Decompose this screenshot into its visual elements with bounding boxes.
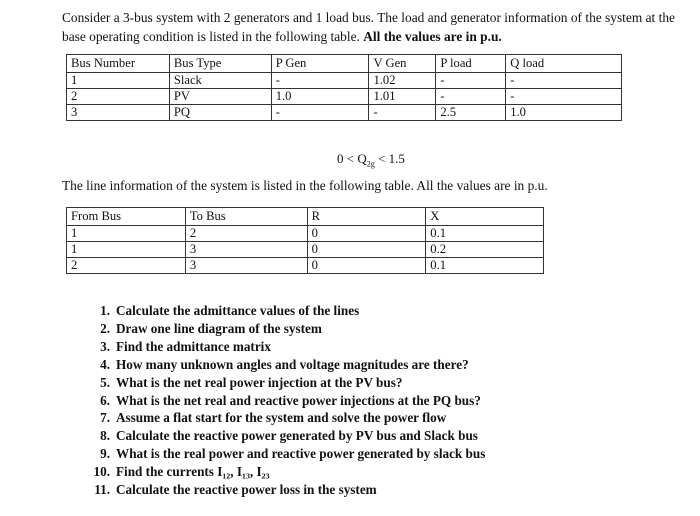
line-table-header: X (426, 208, 544, 226)
q2g-constraint (337, 151, 405, 169)
bus-table-cell: 1 (67, 73, 170, 89)
question-text: Find the currents I₁₂, I₁₃, I₂₃ (116, 464, 270, 480)
bus-table-header: V Gen (369, 55, 436, 73)
question-number: 8. (100, 428, 110, 444)
line-table-cell: 3 (185, 242, 307, 258)
constraint-right: < 1.5 (374, 151, 405, 166)
bus-table-row (67, 105, 622, 121)
bus-table-cell: - (506, 73, 622, 89)
question-text: Find the admittance matrix (116, 338, 271, 354)
question-number: 3. (100, 338, 110, 354)
line-table-cell: 2 (185, 226, 307, 242)
line-table-cell: 3 (185, 258, 307, 274)
bus-table-cell: 1.01 (369, 89, 436, 105)
bus-table-cell: 3 (67, 105, 170, 121)
question-text: Calculate the reactive power generated by PV bus and Slack bus (116, 428, 478, 444)
question-item (79, 356, 485, 374)
question-text: Draw one line diagram of the system (116, 320, 322, 336)
bus-table-cell: 1.0 (506, 105, 622, 121)
line-table-cell: 0.1 (426, 226, 544, 242)
question-number: 4. (100, 356, 110, 372)
line-table-row (67, 226, 544, 242)
line-table-cell: 1 (67, 242, 186, 258)
bus-table-header: P Gen (271, 55, 369, 73)
line-table-cell: 0 (307, 242, 426, 258)
question-item (79, 392, 485, 410)
bus-table-cell: PQ (169, 105, 271, 121)
question-number: 5. (100, 374, 110, 390)
bus-table-cell: 2.5 (436, 105, 506, 121)
question-item (79, 338, 485, 356)
bus-table-cell: - (436, 73, 506, 89)
bus-table-header: Bus Number (67, 55, 170, 73)
intro-text: Consider a 3-bus system with 2 generators and 1 load bus. The load and generator information of the system at the base operating condition is listed in the following table. (62, 10, 675, 44)
intro-bold-note: All the values are in p.u. (363, 29, 502, 44)
question-text: Calculate the admittance values of the lines (116, 303, 360, 318)
question-number: 9. (100, 446, 110, 462)
question-text: Assume a flat start for the system and solve the power flow (116, 410, 447, 426)
bus-table-cell: 1.0 (271, 89, 369, 105)
line-table-cell: 2 (67, 258, 186, 274)
bus-table-cell: 2 (67, 89, 170, 105)
bus-data-table (66, 54, 622, 121)
question-text: How many unknown angles and voltage magnitudes are there? (116, 356, 469, 372)
question-item (79, 374, 485, 392)
line-table-cell: 0 (307, 226, 426, 242)
question-item (79, 481, 485, 499)
question-number: 7. (100, 410, 110, 426)
bus-table-row (67, 73, 622, 89)
bus-table-cell: - (271, 105, 369, 121)
line-table-cell: 0.1 (426, 258, 544, 274)
bus-table-cell: - (271, 73, 369, 89)
question-number: 2. (100, 320, 110, 336)
question-number: 11. (94, 482, 110, 498)
line-table-cell: 1 (67, 226, 186, 242)
bus-table-cell: PV (169, 89, 271, 105)
intro-paragraph (62, 8, 682, 46)
bus-table-row (67, 89, 622, 105)
question-number: 6. (100, 392, 110, 408)
line-intro-text: The line information of the system is listed in the following table. All the values are in p.u. (62, 178, 548, 193)
bus-table-cell: - (369, 105, 436, 121)
question-item (79, 302, 485, 320)
question-item (79, 320, 485, 338)
question-number: 10. (93, 464, 110, 480)
question-text: What is the real power and reactive power generated by slack bus (116, 446, 486, 462)
bus-table-header: P load (436, 55, 506, 73)
line-table-row (67, 258, 544, 274)
constraint-left: 0 < Q (337, 151, 367, 166)
question-item (79, 445, 485, 463)
bus-table-cell: Slack (169, 73, 271, 89)
line-table-cell: 0 (307, 258, 426, 274)
line-data-table (66, 207, 544, 274)
bus-table-header-row (67, 55, 622, 73)
bus-table-cell: 1.02 (369, 73, 436, 89)
line-table-header: R (307, 208, 426, 226)
line-table-header: From Bus (67, 208, 186, 226)
question-item (79, 427, 485, 445)
question-item (79, 463, 485, 481)
bus-table-header: Q load (506, 55, 622, 73)
line-table-header: To Bus (185, 208, 307, 226)
question-item (79, 409, 485, 427)
line-table-row (67, 242, 544, 258)
question-text: What is the net real power injection at the PV bus? (116, 374, 403, 390)
question-number: 1. (100, 303, 110, 318)
bus-table-header: Bus Type (169, 55, 271, 73)
question-list (79, 302, 485, 499)
bus-table-cell: - (436, 89, 506, 105)
line-table-cell: 0.2 (426, 242, 544, 258)
constraint-subscript: 2g (366, 159, 375, 169)
question-text: What is the net real and reactive power injections at the PQ bus? (116, 392, 481, 408)
line-table-header-row (67, 208, 544, 226)
bus-table-cell: - (506, 89, 622, 105)
question-text: Calculate the reactive power loss in the system (116, 482, 377, 498)
